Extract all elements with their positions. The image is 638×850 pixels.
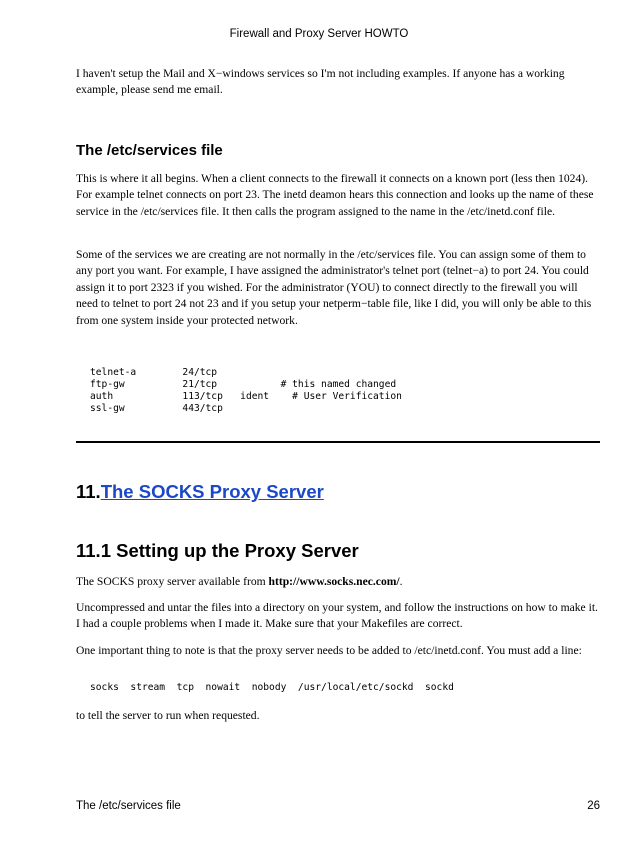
section-11-1-heading: 11.1 Setting up the Proxy Server [76,540,359,561]
inetd-paragraph: One important thing to note is that the proxy server needs to be added to /etc/inetd.conf. You must add a line: [76,644,582,657]
inetd-code-line: socks stream tcp nowait nobody /usr/local/etc/sockd sockd [90,682,454,693]
chapter-title-link[interactable]: The SOCKS Proxy Server [100,481,324,502]
socks-url-link[interactable]: http://www.socks.nec.com/ [268,575,400,588]
running-header: Firewall and Proxy Server HOWTO [229,28,409,40]
chapter-divider [76,441,600,443]
chapter-heading [76,481,324,503]
chapter-number: 11. [76,481,101,502]
untar-paragraph: Uncompressed and untar the files into a directory on your system, and follow the instructions on how to make it. I had a couple problems when I made it. Make sure that your Makefiles are correct. [76,601,598,631]
socks-source-paragraph [76,574,602,590]
page-number: 26 [587,800,600,812]
services-section-heading: The /etc/services file [76,142,223,159]
services-code-block: telnet-a 24/tcp ftp-gw 21/tcp # this named changed auth 113/tcp ident # User Verification ssl-gw 443/tcp [90,367,402,414]
footer-section-title: The /etc/services file [76,800,181,812]
page-footer [76,800,600,812]
socks-source-end: . [399,575,403,588]
socks-source-text: The SOCKS proxy server available from [76,575,269,588]
services-paragraph-1: This is where it all begins. When a client connects to the firewall it connects on a known port (less then 1024). For example telnet connects on port 23. The inetd deamon hears this connection and looks up the name of these service in the /etc/services file. It then calls the program assigned to the name in the /etc/inetd.conf file. [76,172,594,218]
services-paragraph-2: Some of the services we are creating are not normally in the /etc/services file. You can assign some of them to any port you want. For example, I have assigned the administrator's telnet port (telnet−a) to port 24. You could assign it to port 2323 if you wished. For the administrator (YOU) to connect directly to the firewall you will need to telnet to port 24 not 23 and if you setup your netperm−table file, like I did, you will only be able to this from one system inside your protected network. [76,248,592,327]
intro-paragraph: I haven't setup the Mail and X−windows services so I'm not including examples. If anyone has a working example, please send me email. [76,67,565,97]
run-when-requested-paragraph: to tell the server to run when requested. [76,709,260,722]
